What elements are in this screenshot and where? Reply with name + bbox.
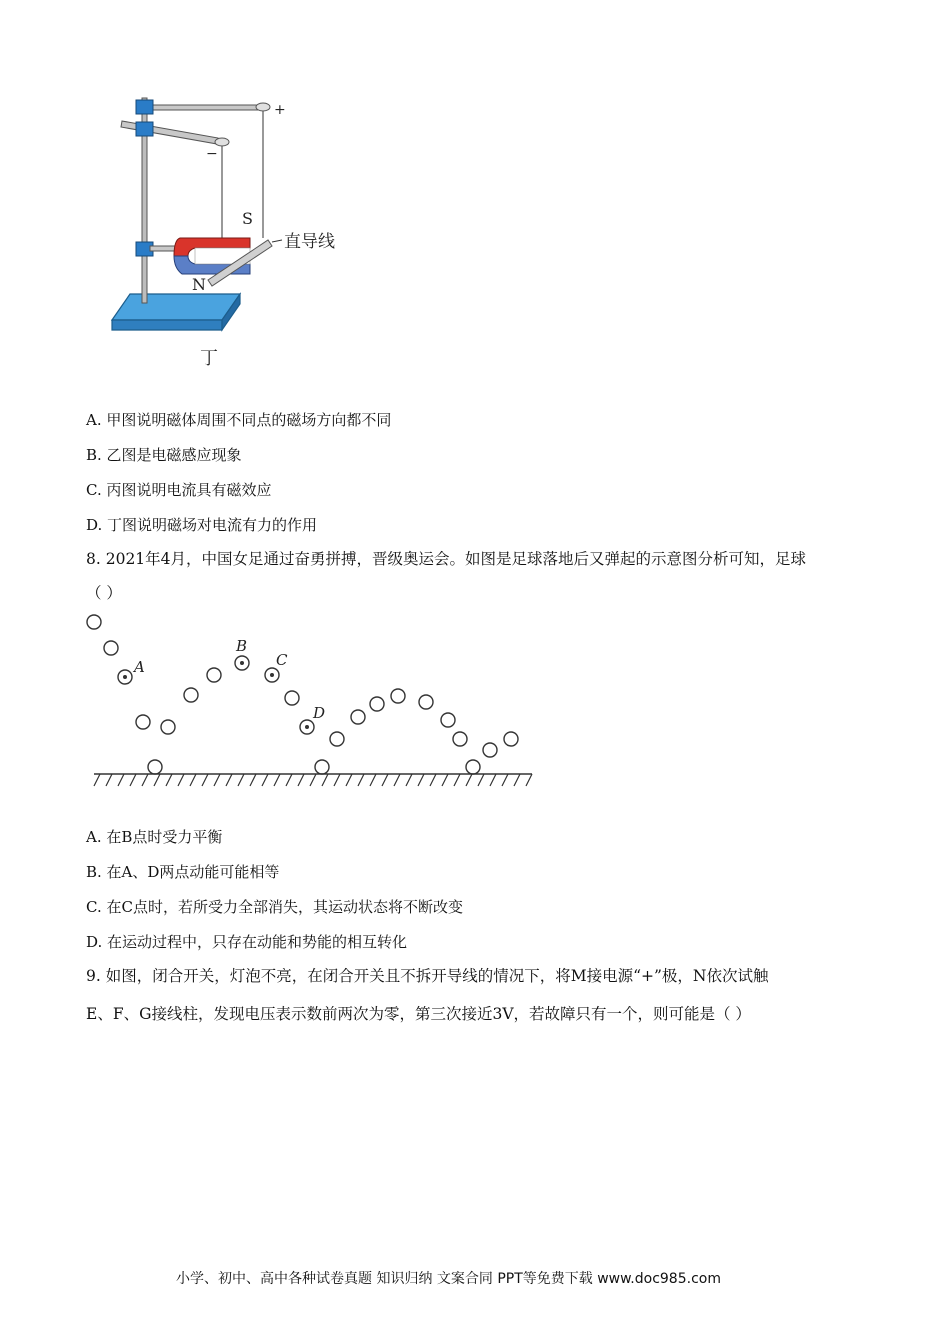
ball bbox=[184, 688, 198, 702]
q8-stem-line2: （ ） bbox=[86, 584, 122, 602]
ball bbox=[161, 720, 175, 734]
ball bbox=[285, 691, 299, 705]
ground-hatch bbox=[94, 774, 532, 786]
page-footer: 小学、初中、高中各种试卷真题 知识归纳 文案合同 PPT等免费下载 www.doc985.com bbox=[176, 1271, 721, 1287]
q8-option-c: C. 在C点时，若所受力全部消失，其运动状态将不断改变 bbox=[86, 898, 463, 916]
ball bbox=[466, 760, 480, 774]
point-b-label: B bbox=[236, 637, 248, 655]
bouncing-ball-figure bbox=[86, 606, 546, 796]
ball bbox=[441, 713, 455, 727]
q7-option-c: C. 丙图说明电流具有磁效应 bbox=[86, 481, 272, 499]
q7-option-a: A. 甲图说明磁体周围不同点的磁场方向都不同 bbox=[86, 411, 392, 429]
point-c-label: C bbox=[276, 651, 288, 669]
ball bbox=[483, 743, 497, 757]
n-label: N bbox=[192, 275, 206, 294]
ball bbox=[504, 732, 518, 746]
q9-stem-line2: E、F、G接线柱，发现电压表示数前两次为零，第三次接近3V，若故障只有一个，则可能是（ ） bbox=[86, 1005, 751, 1023]
q7-option-d: D. 丁图说明磁场对电流有力的作用 bbox=[86, 516, 318, 534]
wire-label: 直导线 bbox=[284, 232, 335, 252]
q8-stem-line1: 8. 2021年4月，中国女足通过奋勇拼搏，晋级奥运会。如图是足球落地后又弹起的示意图分析可知，足球 bbox=[86, 550, 807, 568]
ball bbox=[87, 615, 101, 629]
minus-label: − bbox=[206, 146, 218, 162]
ball bbox=[351, 710, 365, 724]
q7-option-b: B. 乙图是电磁感应现象 bbox=[86, 446, 242, 464]
q8-option-b: B. 在A、D两点动能可能相等 bbox=[86, 863, 280, 881]
figure-ding bbox=[100, 90, 370, 380]
s-label: S bbox=[242, 209, 253, 228]
ball bbox=[453, 732, 467, 746]
ball bbox=[391, 689, 405, 703]
figure-caption: 丁 bbox=[200, 348, 218, 369]
q8-option-d: D. 在运动过程中，只存在动能和势能的相互转化 bbox=[86, 933, 408, 951]
ball bbox=[315, 760, 329, 774]
ball bbox=[148, 760, 162, 774]
point-d-label: D bbox=[313, 704, 326, 722]
q9-stem-line1: 9. 如图，闭合开关，灯泡不亮，在闭合开关且不拆开导线的情况下，将M接电源“+”极，N依次试触 bbox=[86, 967, 769, 985]
point-a-label: A bbox=[134, 658, 145, 676]
stand-base bbox=[112, 294, 240, 320]
ball bbox=[370, 697, 384, 711]
ball bbox=[419, 695, 433, 709]
q8-option-a: A. 在B点时受力平衡 bbox=[86, 828, 223, 846]
ball bbox=[207, 668, 221, 682]
ball bbox=[330, 732, 344, 746]
plus-label: + bbox=[274, 102, 286, 118]
ball bbox=[136, 715, 150, 729]
ball bbox=[104, 641, 118, 655]
